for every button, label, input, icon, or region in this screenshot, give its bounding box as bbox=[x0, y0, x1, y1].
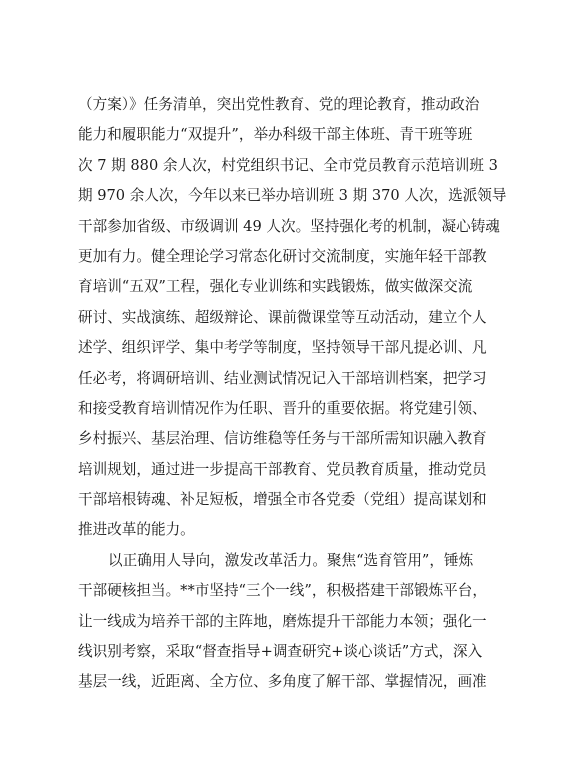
text-line: 和接受教育培训情况作为任职、晋升的重要依据。将党建引领、 bbox=[78, 399, 487, 417]
text-line: 更加有力。健全理论学习常态化研讨交流制度，实施年轻干部教 bbox=[78, 247, 487, 265]
text-line: 干部硬核担当。**市坚持“三个一线”，积极搭建干部锻炼平台， bbox=[78, 582, 487, 600]
text-line: 推进改革的能力。 bbox=[78, 521, 195, 539]
text-line: （方案）》任务清单，突出党性教育、党的理论教育，推动政治 bbox=[78, 96, 480, 113]
text-line: 让一线成为培养干部的主阵地，磨炼提升干部能力本领；强化一 bbox=[78, 612, 487, 630]
text-line: 以正确用人导向，激发改革活力。聚焦“选育管用”，锤炼 bbox=[108, 551, 474, 569]
text-line: 研讨、实战演练、超级辩论、课前微课堂等互动活动，建立个人 bbox=[78, 308, 487, 326]
paragraph-2 bbox=[78, 546, 510, 698]
text-line: 干部参加省级、市级调训 49 人次。坚持强化考的机制，凝心铸魂 bbox=[78, 217, 500, 235]
text-line: 基层一线，近距离、全方位、多角度了解干部、掌握情况，画准 bbox=[78, 673, 487, 691]
text-line: 任必考，将调研培训、结业测试情况记入干部培训档案，把学习 bbox=[78, 369, 487, 387]
text-line: 育培训“五双”工程，强化专业训练和实践锻炼，做实做深交流 bbox=[78, 278, 473, 296]
text-line: 能力和履职能力“双提升”，举办科级干部主体班、青干班等班 bbox=[78, 126, 473, 144]
paragraph-1 bbox=[78, 90, 510, 546]
text-line: 干部培根铸魂、补足短板，增强全市各党委（党组）提高谋划和 bbox=[78, 491, 487, 509]
document-body bbox=[78, 90, 510, 698]
text-line: 乡村振兴、基层治理、信访维稳等任务与干部所需知识融入教育 bbox=[78, 430, 487, 448]
text-line: 期 970 余人次，今年以来已举办培训班 3 期 370 人次，选派领导 bbox=[78, 187, 507, 205]
text-line: 线识别考察，采取“督查指导+调查研究+谈心谈话”方式，深入 bbox=[78, 643, 483, 661]
text-line: 述学、组织评学、集中考学等制度，坚持领导干部凡提必训、凡 bbox=[78, 339, 487, 357]
text-line: 培训规划，通过进一步提高干部教育、党员教育质量，推动党员 bbox=[78, 460, 487, 478]
text-line: 次 7 期 880 余人次，村党组织书记、全市党员教育示范培训班 3 bbox=[78, 156, 498, 174]
